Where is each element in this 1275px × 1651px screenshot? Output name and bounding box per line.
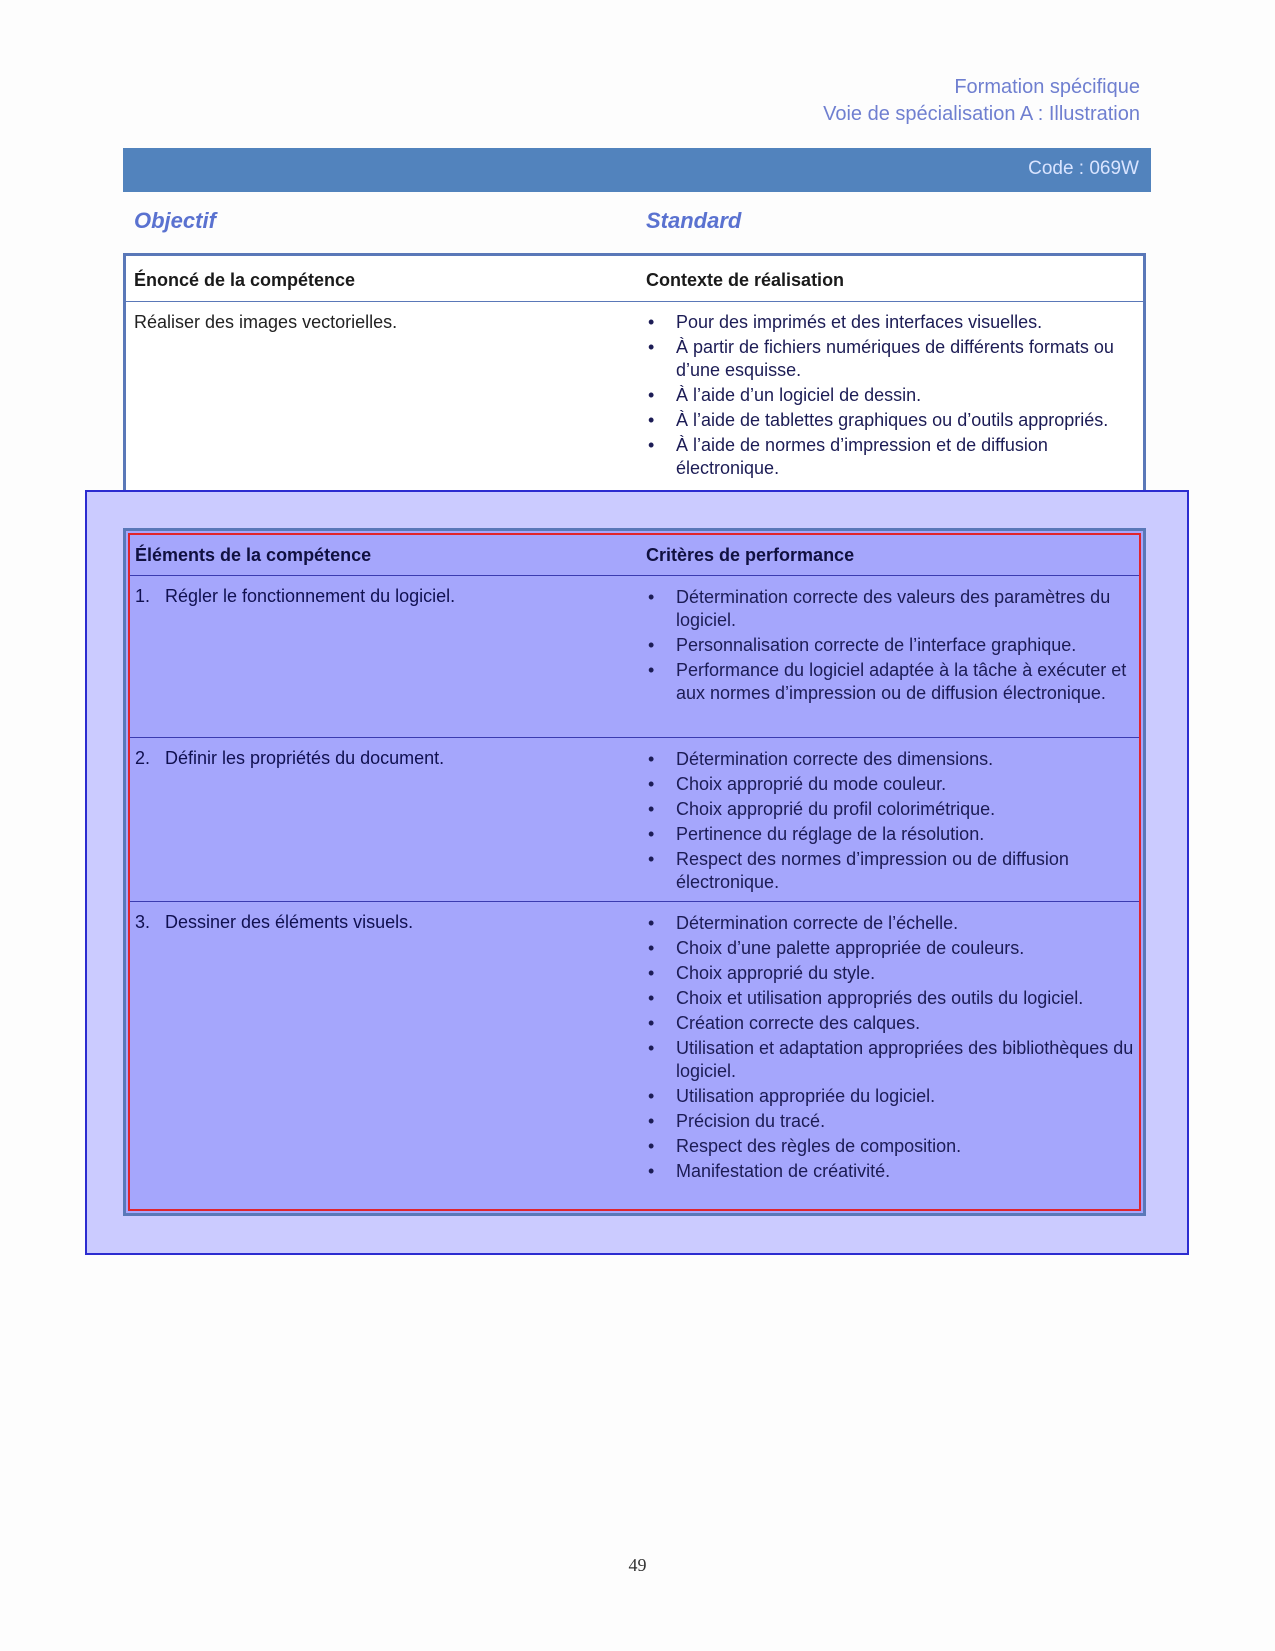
list-item: • À partir de fichiers numériques de différents formats ou d’une esquisse. <box>646 336 1136 382</box>
list-item: • Choix approprié du style. <box>646 962 1136 985</box>
statement-header: Énoncé de la compétence <box>134 270 356 290</box>
list-item: • Précision du tracé. <box>646 1110 1136 1133</box>
elements-table-header <box>130 535 1139 576</box>
list-item: • Choix approprié du profil colorimétrique. <box>646 798 1136 821</box>
list-item: • Pertinence du réglage de la résolution. <box>646 823 1136 846</box>
table-row <box>130 738 1139 902</box>
list-item: • Pour des imprimés et des interfaces visuelles. <box>646 311 1136 334</box>
list-item: • Performance du logiciel adaptée à la tâche à exécuter et aux normes d’impression ou de diffusion électronique. <box>646 659 1136 705</box>
element-label <box>135 586 455 607</box>
element-label <box>135 912 413 933</box>
list-item: • Respect des normes d’impression ou de diffusion électronique. <box>646 848 1136 894</box>
element-label <box>135 748 444 769</box>
list-item: • À l’aide de normes d’impression et de diffusion électronique. <box>646 434 1136 480</box>
header-program: Formation spécifique <box>954 76 1140 98</box>
list-item: • Personnalisation correcte de l’interface graphique. <box>646 634 1136 657</box>
list-item: • À l’aide d’un logiciel de dessin. <box>646 384 1136 407</box>
list-item: • Choix d’une palette appropriée de couleurs. <box>646 937 1136 960</box>
list-item: • Utilisation appropriée du logiciel. <box>646 1085 1136 1108</box>
code-bar <box>123 148 1151 192</box>
element-number: 2. <box>135 748 151 768</box>
element-number: 1. <box>135 586 151 606</box>
table-row <box>130 902 1139 1212</box>
element-number: 3. <box>135 912 151 932</box>
list-item: • Détermination correcte des dimensions. <box>646 748 1136 771</box>
page-number: 49 <box>628 1555 647 1575</box>
element-text: Dessiner des éléments visuels. <box>165 912 414 932</box>
elements-header: Éléments de la compétence <box>135 545 372 565</box>
element-text: Définir les propriétés du document. <box>165 748 445 768</box>
elements-table-inner <box>128 533 1141 1211</box>
list-item: • Création correcte des calques. <box>646 1012 1136 1035</box>
list-item: • Choix approprié du mode couleur. <box>646 773 1136 796</box>
context-list <box>646 311 1136 482</box>
standard-label: Standard <box>646 208 742 233</box>
objective-label: Objectif <box>134 208 216 233</box>
competence-table-header <box>126 256 1143 302</box>
element-text: Régler le fonctionnement du logiciel. <box>165 586 456 606</box>
list-item: • Choix et utilisation appropriés des outils du logiciel. <box>646 987 1136 1010</box>
context-header: Contexte de réalisation <box>646 270 845 290</box>
list-item: • À l’aide de tablettes graphiques ou d’outils appropriés. <box>646 409 1136 432</box>
criteria-list <box>646 586 1136 707</box>
competency-code: Code : 069W <box>1028 158 1139 179</box>
list-item: • Respect des règles de composition. <box>646 1135 1136 1158</box>
criteria-list <box>646 748 1136 896</box>
list-item: • Utilisation et adaptation appropriées des bibliothèques du logiciel. <box>646 1037 1136 1083</box>
competence-table <box>123 253 1146 511</box>
list-item: • Manifestation de créativité. <box>646 1160 1136 1183</box>
list-item: • Détermination correcte de l’échelle. <box>646 912 1136 935</box>
competence-statement: Réaliser des images vectorielles. <box>134 312 398 332</box>
list-item: • Détermination correcte des valeurs des paramètres du logiciel. <box>646 586 1136 632</box>
elements-table <box>123 528 1146 1216</box>
criteria-list <box>646 912 1136 1185</box>
header-specialisation: Voie de spécialisation A : Illustration <box>823 103 1140 125</box>
objective-row <box>134 208 1144 234</box>
table-row <box>130 576 1139 738</box>
criteria-header: Critères de performance <box>646 545 855 565</box>
